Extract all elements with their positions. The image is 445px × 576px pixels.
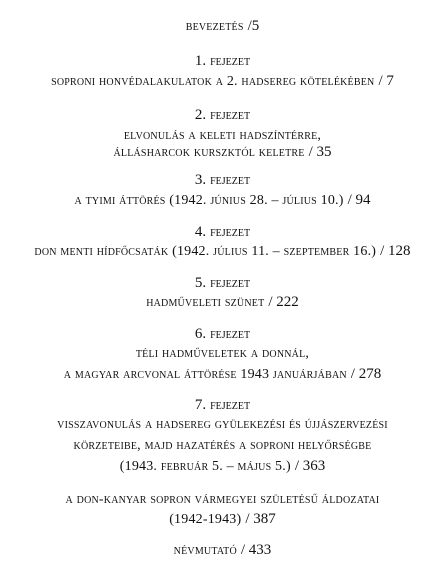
chapter-title-3: a tyimi áttörés (1942. június 28. – július 10.) / 94 xyxy=(74,192,371,208)
chapter-heading-2: 2. fejezet xyxy=(194,107,251,123)
chapter-heading-6: 6. fejezet xyxy=(194,326,251,342)
chapter-heading-7: 7. fejezet xyxy=(194,397,251,413)
chapter-title-1: soproni honvédalakulatok a 2. hadsereg kötelékében / 7 xyxy=(51,73,394,89)
chapter-title-7-line-2: körzeteibe, majd hazatérés a soproni helyőrségbe xyxy=(73,438,372,453)
chapter-title-7-line-3: (1943. február 5. – május 5.) / 363 xyxy=(119,458,326,474)
chapter-heading-5: 5. fejezet xyxy=(194,275,251,291)
chapter-title-5: hadműveleti szünet / 222 xyxy=(146,294,299,310)
chapter-title-2-line-2: állásharcok kurszktól keletre / 35 xyxy=(113,144,332,160)
entry-title: bevezetés xyxy=(185,19,244,34)
toc-entry-intro xyxy=(0,18,445,35)
chapter-heading-1: 1. fejezet xyxy=(194,53,251,69)
toc-entry-victims-line-1: a don-kanyar sopron vármegyei születésű áldozatai xyxy=(65,492,380,507)
chapter-title-6-line-2: a magyar arcvonal áttörése 1943 januárjában / 278 xyxy=(63,366,382,382)
chapter-heading-4: 4. fejezet xyxy=(194,224,251,240)
chapter-title-6-line-1: téli hadműveletek a donnál, xyxy=(135,346,310,361)
toc-entry-index: névmutató / 433 xyxy=(173,542,272,558)
chapter-title-7-line-1: visszavonulás a hadsereg gyülekezési és újjászervezési xyxy=(57,417,388,432)
chapter-title-2-line-1: elvonulás a keleti hadszíntérre, xyxy=(123,128,322,143)
chapter-title-4: don menti hídfőcsaták (1942. július 11. – szeptember 16.) / 128 xyxy=(34,243,411,259)
entry-page: /5 xyxy=(247,18,260,34)
chapter-heading-3: 3. fejezet xyxy=(194,172,251,188)
toc-entry-victims-line-2: (1942-1943) / 387 xyxy=(169,511,276,527)
